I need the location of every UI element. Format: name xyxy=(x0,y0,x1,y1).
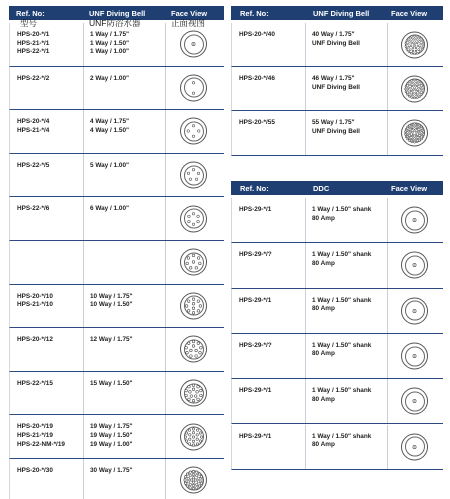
connector-face-4-pin-icon xyxy=(180,118,207,145)
connector-row xyxy=(231,198,443,243)
ref-number: HPS-20-*/40 xyxy=(239,31,275,38)
column-divider xyxy=(83,241,84,284)
connector-row xyxy=(9,23,224,67)
column-divider xyxy=(387,289,388,333)
column-divider xyxy=(387,198,388,242)
column-divider xyxy=(165,285,166,328)
connector-row xyxy=(231,379,443,424)
header-face: Face View xyxy=(391,9,428,18)
column-divider xyxy=(387,23,388,66)
connector-row xyxy=(231,67,443,111)
connector-face-12-pin-icon xyxy=(180,336,207,363)
column-divider xyxy=(305,334,306,378)
header-desc: UNF Diving Bell xyxy=(89,9,146,18)
connector-face-40-pin-icon xyxy=(401,31,428,58)
column-divider xyxy=(305,243,306,287)
connector-face-1-pin-icon xyxy=(401,433,428,460)
header-ref: Ref. No: xyxy=(240,9,269,18)
column-divider xyxy=(165,372,166,415)
connector-row xyxy=(9,67,224,111)
column-divider xyxy=(387,67,388,110)
ref-number: HPS-22-*/15 xyxy=(17,379,53,387)
connector-description: 12 Way / 1.75" xyxy=(90,336,133,344)
column-divider xyxy=(83,197,84,240)
column-divider xyxy=(83,154,84,197)
column-divider xyxy=(165,459,166,499)
column-divider xyxy=(305,23,306,66)
column-divider xyxy=(165,241,166,284)
column-divider xyxy=(83,67,84,110)
ref-number: HPS-20-*/46 xyxy=(239,75,275,83)
column-divider xyxy=(83,328,84,371)
column-divider xyxy=(387,111,388,154)
column-divider xyxy=(387,379,388,423)
column-divider xyxy=(83,110,84,153)
header-desc: DDC xyxy=(313,184,330,193)
connector-row xyxy=(231,23,443,67)
connector-row xyxy=(9,154,224,198)
ref-number: HPS-20-*/12 xyxy=(17,336,53,344)
column-divider xyxy=(387,425,388,469)
ref-number: HPS-20-*/30 xyxy=(17,467,53,474)
column-divider xyxy=(305,67,306,110)
connector-description: 40 Way / 1.75" UNF Diving Bell xyxy=(312,31,360,47)
column-divider xyxy=(165,67,166,110)
connector-row xyxy=(9,197,224,241)
connector-row xyxy=(231,425,443,470)
header-face: Face View xyxy=(171,9,208,18)
ref-number: HPS-20-*/55 xyxy=(239,119,275,127)
connector-row xyxy=(9,459,224,499)
column-divider xyxy=(165,154,166,197)
connector-face-1-pin-icon xyxy=(401,297,428,324)
connector-description: 2 Way / 1.00" xyxy=(90,74,130,82)
connector-face-30-pin-icon xyxy=(180,467,207,494)
column-divider xyxy=(165,415,166,458)
ref-number: HPS-20-*/4 HPS-21-*/4 xyxy=(17,118,50,134)
connector-face-19-pin-icon xyxy=(180,423,207,450)
right-bottom-table-header xyxy=(231,181,443,195)
column-divider xyxy=(83,415,84,458)
left-table-header xyxy=(9,6,224,28)
column-divider xyxy=(165,197,166,240)
ref-number: HPS-29-*/1 xyxy=(239,206,272,213)
connector-description: 1 Way / 1.50" shank 80 Amp xyxy=(312,341,372,358)
column-divider xyxy=(83,459,84,499)
connector-description: 1 Way / 1.50" shank 80 Amp xyxy=(312,296,372,313)
ref-number: HPS-29-*/? xyxy=(239,341,272,349)
ref-number: HPS-20-*/1 HPS-21-*/1 HPS-22-*/1 xyxy=(17,31,50,56)
connector-face-1-pin-icon xyxy=(180,31,207,58)
connector-description: 30 Way / 1.75" xyxy=(90,467,133,474)
connector-row xyxy=(231,243,443,288)
right-bottom-ddc-table xyxy=(231,181,443,499)
header-face: Face View xyxy=(391,184,428,193)
header-ref-cn: 型号 xyxy=(20,18,38,28)
connector-face-1-pin-icon xyxy=(401,388,428,415)
connector-row xyxy=(9,372,224,416)
connector-description: 46 Way / 1.75" UNF Diving Bell xyxy=(312,75,360,91)
connector-description: 4 Way / 1.75" 4 Way / 1.50" xyxy=(90,118,130,134)
connector-face-1-pin-icon xyxy=(401,207,428,234)
connector-row xyxy=(9,415,224,459)
connector-row xyxy=(9,241,224,285)
header-face-cn: 正面视图 xyxy=(171,18,206,28)
connector-description: 6 Way / 1.00" xyxy=(90,205,130,213)
connector-row xyxy=(9,285,224,329)
column-divider xyxy=(387,334,388,378)
connector-face-15-pin-icon xyxy=(180,380,207,407)
header-ref: Ref. No: xyxy=(16,9,45,18)
ref-number: HPS-29-*/1 xyxy=(239,296,272,304)
column-divider xyxy=(305,111,306,154)
connector-description: 1 Way / 1.50" shank 80 Amp xyxy=(312,251,372,267)
connector-description: 1 Way / 1.50" shank 80 Amp xyxy=(312,206,372,222)
ref-number: HPS-22-*/6 xyxy=(17,205,50,213)
connector-face-46-pin-icon xyxy=(401,75,428,102)
connector-description: 1 Way / 1.50" shank 80 Amp xyxy=(312,432,372,449)
column-divider xyxy=(165,23,166,66)
column-divider xyxy=(387,243,388,287)
column-divider xyxy=(305,425,306,469)
connector-description: 15 Way / 1.50" xyxy=(90,379,133,387)
connector-row xyxy=(9,328,224,372)
ref-number: HPS-29-*/? xyxy=(239,251,272,259)
connector-face-1-pin-icon xyxy=(401,252,428,279)
header-ref: Ref. No: xyxy=(240,184,269,193)
ref-number: HPS-29-*/1 xyxy=(239,432,272,440)
column-divider xyxy=(305,379,306,423)
connector-description: 19 Way / 1.75" 19 Way / 1.50" 19 Way / 1.00" xyxy=(90,423,133,448)
connector-description: 10 Way / 1.75" 10 Way / 1.50" xyxy=(90,292,133,309)
column-divider xyxy=(305,198,306,242)
connector-row xyxy=(231,111,443,155)
connector-row xyxy=(9,110,224,154)
connector-face-1-pin-icon xyxy=(401,343,428,370)
connector-face-2-pin-icon xyxy=(180,74,207,101)
left-connector-table xyxy=(9,6,224,499)
right-top-table-header xyxy=(231,6,443,20)
header-desc-cn: UNF防浴水器 xyxy=(89,18,141,28)
connector-face-8-pin-icon xyxy=(180,249,207,276)
right-top-connector-table xyxy=(231,6,443,156)
connector-face-6-pin-icon xyxy=(180,205,207,232)
column-divider xyxy=(165,328,166,371)
column-divider xyxy=(165,110,166,153)
ref-number: HPS-22-*/5 xyxy=(17,161,50,169)
connector-description: 1 Way / 1.75" 1 Way / 1.50" 1 Way / 1.00" xyxy=(90,31,130,56)
connector-description: 55 Way / 1.75" UNF Diving Bell xyxy=(312,119,360,135)
ref-number: HPS-22-*/2 xyxy=(17,74,50,82)
column-divider xyxy=(83,23,84,66)
column-divider xyxy=(83,372,84,415)
column-divider xyxy=(83,285,84,328)
connector-row xyxy=(231,334,443,379)
connector-face-5-pin-icon xyxy=(180,162,207,189)
ref-number: HPS-29-*/1 xyxy=(239,387,272,395)
connector-description: 1 Way / 1.50" shank 80 Amp xyxy=(312,387,372,403)
column-divider xyxy=(305,289,306,333)
ref-number: HPS-20-*/19 HPS-21-*/19 HPS-22-NM-*/19 xyxy=(17,423,65,448)
connector-face-10-pin-icon xyxy=(180,292,207,319)
connector-face-55-pin-icon xyxy=(401,119,428,146)
connector-row xyxy=(231,289,443,334)
ref-number: HPS-20-*/10 HPS-21-*/10 xyxy=(17,292,53,309)
header-desc: UNF Diving Bell xyxy=(313,9,370,18)
connector-description: 5 Way / 1.00" xyxy=(90,161,130,169)
